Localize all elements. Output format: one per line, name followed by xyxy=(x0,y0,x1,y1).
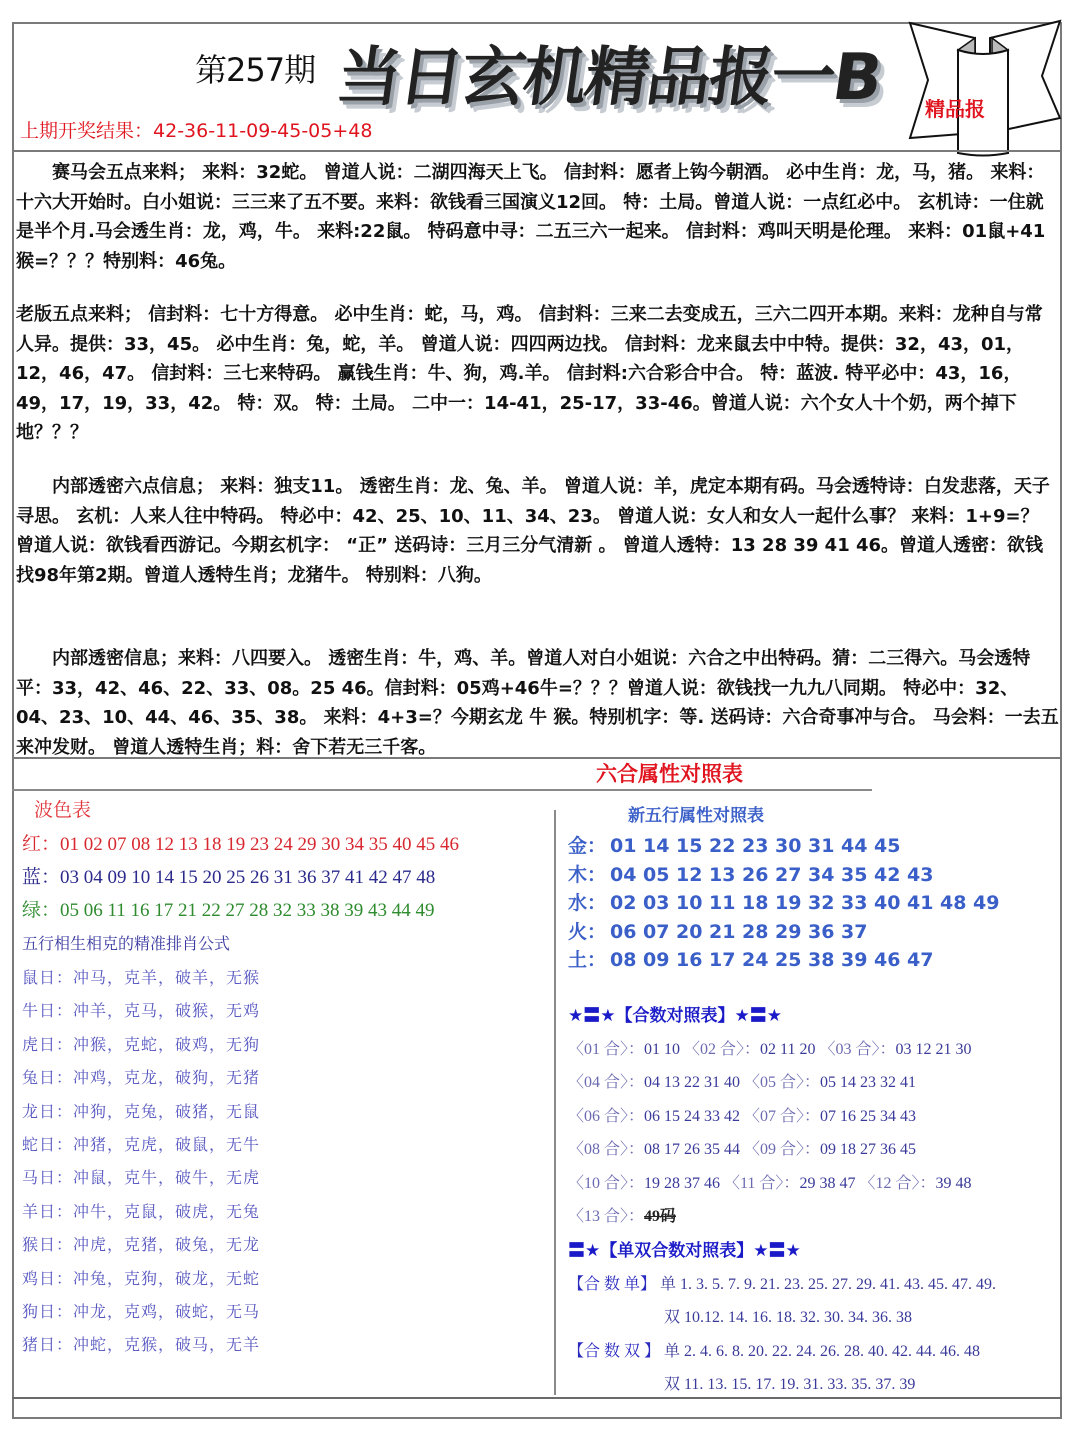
element-number: 47 xyxy=(907,949,934,972)
wave-row-blue xyxy=(22,861,542,894)
element-number: 04 xyxy=(610,863,637,886)
element-number: 27 xyxy=(775,863,802,886)
element-number: 39 xyxy=(841,949,868,972)
last-result xyxy=(20,116,372,143)
zodiac-row: 鸡日：冲兔，克狗，破龙，无蛇 xyxy=(22,1268,261,1288)
wave-label: 红： xyxy=(22,834,61,855)
issue-number: 第257期 xyxy=(195,51,316,89)
odd-even-row xyxy=(568,1301,1058,1335)
wave-row-red xyxy=(22,828,542,861)
element-row-fire xyxy=(568,918,1058,947)
element-row-water xyxy=(568,889,1058,918)
element-number: 33 xyxy=(841,892,868,915)
element-number: 34 xyxy=(808,863,835,886)
text-block-neibu xyxy=(16,644,1060,762)
sum-row xyxy=(568,1100,1058,1134)
element-number: 48 xyxy=(940,892,967,915)
element-row-earth xyxy=(568,946,1058,975)
element-label: 火： xyxy=(568,920,607,943)
sum-row xyxy=(568,1133,1058,1167)
five-elements-title: 新五行属性对照表 xyxy=(628,806,764,826)
wave-numbers: 01 02 07 08 12 13 18 19 23 24 29 30 34 35 40 45 46 xyxy=(60,834,460,855)
sum-value: 39 48 xyxy=(935,1174,972,1192)
element-number: 32 xyxy=(808,892,835,915)
zodiac-row: 牛日：冲羊，克马，破猴，无鸡 xyxy=(22,1001,261,1021)
element-number: 21 xyxy=(709,920,736,943)
sum-value: 08 17 26 35 44 xyxy=(644,1141,741,1159)
last-result-value: 42-36-11-09-45-05+48 xyxy=(153,120,373,142)
element-number: 22 xyxy=(709,835,736,857)
sum-row xyxy=(568,1066,1058,1100)
element-numbers xyxy=(610,921,874,943)
sum-value: 29 38 47 xyxy=(799,1174,856,1192)
element-row-wood xyxy=(568,861,1058,890)
sum-value: 49码 xyxy=(644,1208,677,1226)
element-label: 土： xyxy=(568,949,607,972)
text-block-saimahui xyxy=(16,158,1060,276)
zodiac-row: 马日：冲鼠，克牛，破牛，无虎 xyxy=(22,1168,261,1188)
wave-row-green xyxy=(22,894,542,927)
element-number: 41 xyxy=(907,892,934,915)
element-number: 08 xyxy=(610,949,637,972)
element-number: 10 xyxy=(676,892,703,915)
element-numbers xyxy=(610,949,940,971)
element-number: 07 xyxy=(643,920,670,943)
element-number: 01 xyxy=(610,835,637,857)
sum-value: 06 15 24 33 42 xyxy=(644,1107,741,1125)
right-column xyxy=(568,800,1058,1402)
element-number: 03 xyxy=(643,892,670,915)
left-column xyxy=(22,796,542,1362)
odd-even-value: 单 1. 3. 5. 7. 9. 21. 23. 25. 27. 29. 41. 43. 45. 47. 49. xyxy=(660,1275,997,1293)
element-number: 19 xyxy=(775,892,802,915)
element-number: 29 xyxy=(775,920,802,943)
text-block-neibu-six xyxy=(16,472,1060,590)
element-number: 30 xyxy=(775,835,802,857)
column-divider xyxy=(554,810,556,1395)
zodiac-row: 狗日：冲龙，克鸡，破蛇，无马 xyxy=(22,1301,261,1321)
element-number: 14 xyxy=(643,835,670,857)
last-result-label: 上期开奖结果： xyxy=(20,120,154,142)
element-numbers xyxy=(610,892,1006,914)
odd-even-row xyxy=(568,1268,1058,1302)
zodiac-row: 猴日：冲虎，克猪，破兔，无龙 xyxy=(22,1235,261,1255)
sum-value: 02 11 20 xyxy=(760,1040,816,1058)
element-number: 09 xyxy=(643,949,670,972)
zodiac-row: 鼠日：冲马，克羊，破羊，无猴 xyxy=(22,968,261,987)
paragraph: 内部透密信息；来料：八四要入。 透密生肖：牛，鸡、羊。曾道人对白小姐说：六合之中出特码。猜：二三得六。马会透特平：33，42、46、22、33、08。25 46。信封料：05鸡+46牛=？？？曾道人说：欲钱找一九九八同期。 特必中：32、04、23、10、44、46、35、38。 来料：4+3=？今期玄龙 牛 猴。特别机字：等. 送码诗：六合奇事冲与合。 马会料：一去五来冲发财。 曾道人透特生肖；料：舍下若无三千客。 xyxy=(16,648,1059,758)
text-block-laoban xyxy=(16,300,1060,448)
element-number: 06 xyxy=(610,920,637,943)
element-number: 18 xyxy=(742,892,769,915)
wave-label: 绿： xyxy=(22,900,61,921)
sum-table-title: ★〓★【合数对照表】★〓★ xyxy=(568,1005,782,1026)
sum-label: 〈01 合〉： xyxy=(568,1040,645,1058)
sum-label: 〈12 合〉： xyxy=(855,1174,936,1192)
element-number: 44 xyxy=(841,835,868,857)
element-number: 17 xyxy=(709,949,736,972)
element-number: 26 xyxy=(742,863,769,886)
sum-table-rows xyxy=(568,1033,1058,1234)
sum-value: 05 14 23 32 41 xyxy=(820,1074,917,1092)
element-number: 35 xyxy=(841,863,868,886)
attribute-table-title: 六合属性对照表 xyxy=(596,762,743,786)
zodiac-formula-title: 五行相生相克的精准排肖公式 xyxy=(22,934,231,953)
element-number: 28 xyxy=(742,920,769,943)
odd-even-value: 双 10.12. 14. 16. 18. 32. 30. 34. 36. 38 xyxy=(664,1309,913,1327)
ribbon-label: 精品报 xyxy=(925,97,985,121)
odd-even-value: 单 2. 4. 6. 8. 20. 22. 24. 26. 28. 40. 42. 44. 46. 48 xyxy=(664,1342,981,1360)
section-divider xyxy=(12,757,1062,759)
element-number: 12 xyxy=(676,863,703,886)
element-number: 15 xyxy=(676,835,703,857)
element-number: 20 xyxy=(676,920,703,943)
zodiac-row: 龙日：冲狗，克兔，破猪，无鼠 xyxy=(22,1101,261,1121)
element-number: 16 xyxy=(676,949,703,972)
sum-row xyxy=(568,1167,1058,1201)
element-numbers xyxy=(610,835,907,857)
element-number: 46 xyxy=(874,949,901,972)
wave-label: 蓝： xyxy=(22,867,61,888)
sum-label: 〈05 合〉： xyxy=(740,1074,821,1092)
element-number: 38 xyxy=(808,949,835,972)
sum-value: 09 18 27 36 45 xyxy=(820,1141,917,1159)
zodiac-row: 虎日：冲猴，克蛇，破鸡，无狗 xyxy=(22,1034,261,1054)
element-number: 24 xyxy=(742,949,769,972)
element-number: 11 xyxy=(709,892,736,915)
wave-table-title: 波色表 xyxy=(34,799,92,821)
element-row-metal xyxy=(568,832,1058,861)
banner-title: 当日玄机精品报一B xyxy=(331,41,886,115)
element-number: 23 xyxy=(742,835,769,857)
title-divider xyxy=(12,789,872,791)
element-label: 金： xyxy=(568,835,607,857)
element-number: 02 xyxy=(610,892,637,915)
sum-value: 19 28 37 46 xyxy=(644,1174,721,1192)
element-number: 42 xyxy=(874,863,901,886)
element-number: 25 xyxy=(775,949,802,972)
element-label: 水： xyxy=(568,892,607,915)
header-divider xyxy=(12,150,1062,152)
element-number: 31 xyxy=(808,835,835,857)
sum-value: 07 16 25 34 43 xyxy=(820,1107,917,1125)
sum-label: 〈08 合〉： xyxy=(568,1141,645,1159)
element-number: 13 xyxy=(709,863,736,886)
element-number: 45 xyxy=(874,835,901,857)
wave-numbers: 03 04 09 10 14 15 20 25 26 31 36 37 41 42 47 48 xyxy=(60,867,436,888)
element-numbers xyxy=(610,864,940,886)
element-number: 40 xyxy=(874,892,901,915)
sum-value: 03 12 21 30 xyxy=(895,1040,972,1058)
odd-even-label: 【合 数 双 】 xyxy=(568,1342,661,1360)
paragraph: 赛马会五点来料； 来料：32蛇。 曾道人说：二湖四海天上飞。 信封料：愿者上钩今朝酒。 必中生肖：龙，马，猪。 来料：十六大开始时。白小姐说：三三来了五不要。来料：欲钱看三国演义12回。 特：土局。曾道人说：一点红必中。 玄机诗：一住就是半个月.马会透生肖：龙，鸡，牛。 来料:22鼠。 特码意中寻：二五三六一起来。 信封料：鸡叫天明是伦理。 来料：01鼠+41猴=？？？特别料：46兔。 xyxy=(16,162,1046,272)
element-number: 49 xyxy=(973,892,1000,915)
wave-numbers: 05 06 11 16 17 21 22 27 28 32 33 38 39 43 44 49 xyxy=(60,900,435,921)
sum-label: 〈07 合〉： xyxy=(740,1107,821,1125)
zodiac-row: 羊日：冲牛，克鼠，破虎，无兔 xyxy=(22,1201,261,1221)
sum-value: 01 10 xyxy=(644,1040,681,1058)
sum-label: 〈06 合〉： xyxy=(568,1107,645,1125)
sum-label: 〈13 合〉： xyxy=(568,1208,645,1226)
sum-label: 〈02 合〉： xyxy=(680,1040,761,1058)
paragraph: 老版五点来料； 信封料：七十方得意。 必中生肖：蛇，马，鸡。 信封料：三来二去变成五，三六二四开本期。来料：龙种自与常人异。提供：33，45。 必中生肖：兔，蛇，羊。 曾道人说：四四两边找。 信封料：龙来鼠去中中特。提供：32，43，01，12，46，47。 信封料：三七来特码。 赢钱生肖：牛、狗，鸡.羊。 信封料:六合彩合中合。 特：蓝波. 特平必中：43，16，49，17，19，33，42。 特：双。 特：土局。 二中一：14-41，25-17，33-46。曾道人说：六个女人十个奶，两个掉下地？？？ xyxy=(16,304,1043,443)
sum-label: 〈09 合〉： xyxy=(740,1141,821,1159)
zodiac-row: 兔日：冲鸡，克龙，破狗，无猪 xyxy=(22,1068,261,1088)
sum-row xyxy=(568,1200,1058,1234)
odd-even-table-title: 〓★【单双合数对照表】★〓★ xyxy=(568,1240,801,1261)
zodiac-row: 猪日：冲蛇，克猴，破马，无羊 xyxy=(22,1335,261,1355)
odd-even-row xyxy=(568,1335,1058,1369)
sum-label: 〈11 合〉： xyxy=(720,1174,800,1192)
ribbon-badge-icon xyxy=(880,18,1080,158)
zodiac-row: 蛇日：冲猪，克虎，破鼠，无牛 xyxy=(22,1134,261,1154)
sum-label: 〈04 合〉： xyxy=(568,1074,645,1092)
sum-row xyxy=(568,1033,1058,1067)
sum-value: 04 13 22 31 40 xyxy=(644,1074,741,1092)
element-number: 36 xyxy=(808,920,835,943)
element-label: 木： xyxy=(568,863,607,886)
element-number: 43 xyxy=(907,863,934,886)
sum-label: 〈10 合〉： xyxy=(568,1174,645,1192)
element-number: 05 xyxy=(643,863,670,886)
odd-even-value: 双 11. 13. 15. 17. 19. 31. 33. 35. 37. 39 xyxy=(664,1376,916,1394)
paragraph: 内部透密六点信息； 来料：独支11。 透密生肖：龙、兔、羊。 曾道人说：羊，虎定本期有码。马会透特诗：白发悲落，天子寻思。 玄机：人来人往中特码。 特必中：42、25、10、11、34、23。 曾道人说：女人和女人一起什么事？ 来料：1+9=？ 曾道人说：欲钱看西游记。今期玄机字： “正” 送码诗：三月三分气清新 。 曾道人透特：13 28 39 41 46。曾道人透密：欲钱找98年第2期。曾道人透特生肖；龙猪牛。 特别料：八狗。 xyxy=(16,476,1050,586)
element-number: 37 xyxy=(841,920,868,943)
sum-label: 〈03 合〉： xyxy=(815,1040,896,1058)
bottom-border xyxy=(12,1397,1062,1399)
odd-even-label: 【合 数 单】 xyxy=(568,1275,657,1293)
